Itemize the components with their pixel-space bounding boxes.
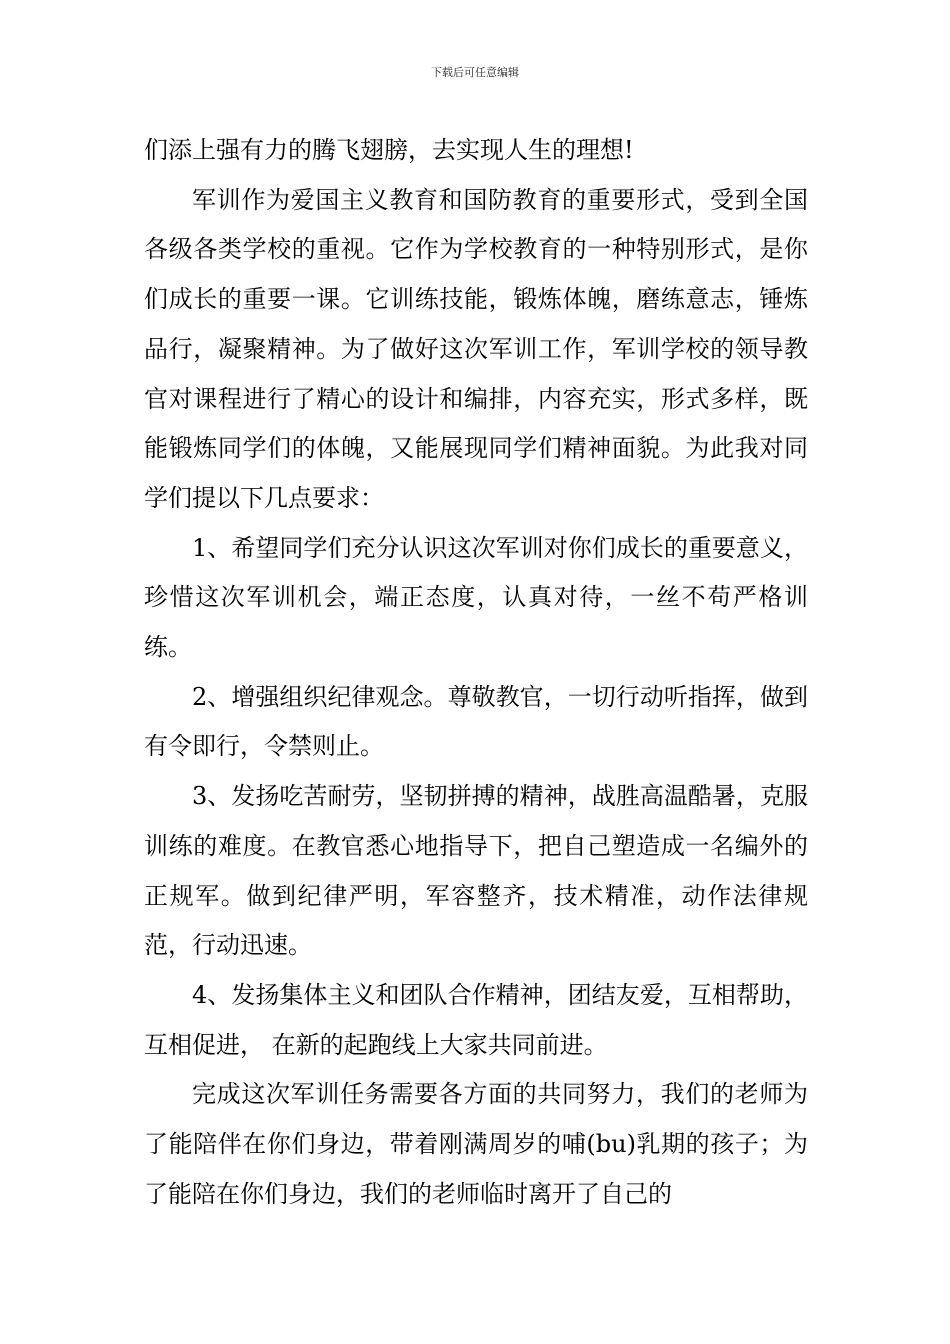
paragraph-requirement-1: 1、希望同学们充分认识这次军训对你们成长的重要意义，珍惜这次军训机会，端正态度，认真对待，一丝不苟严格训练。	[144, 533, 808, 662]
paragraph-military-training-intro: 军训作为爱国主义教育和国防教育的重要形式，受到全国各级各类学校的重视。它作为学校教育的一种特别形式，是你们成长的重要一课。它训练技能，锻炼体魄，磨练意志，锤炼品行，凝聚精神。为了做好这次军训工作，军训学校的领导教官对课程进行了精心的设计和编排，内容充实，形式多样，既能锻炼同学们的体魄，又能展现同学们精神面貌。为此我对同学们提以下几点要求：	[144, 185, 808, 512]
paragraph-requirement-2: 2、增强组织纪律观念。尊敬教官，一切行动听指挥，做到有令即行，令禁则止。	[144, 682, 808, 761]
paragraph-closing: 完成这次军训任务需要各方面的共同努力，我们的老师为了能陪伴在你们身边，带着刚满周岁的哺(bu)乳期的孩子；为了能陪在你们身边，我们的老师临时离开了自己的	[144, 1080, 808, 1208]
paragraph-continuation: 们添上强有力的腾飞翅膀，去实现人生的理想!	[144, 136, 634, 164]
document-body	[144, 126, 808, 1219]
paragraph-requirement-4: 4、发扬集体主义和团队合作精神，团结友爱，互相帮助，互相促进， 在新的起跑线上大家共同前进。	[144, 980, 808, 1059]
page-header-note: 下载后可任意编辑	[431, 66, 519, 79]
paragraph-requirement-3: 3、发扬吃苦耐劳，坚韧拼搏的精神，战胜高温酷暑，克服训练的难度。在教官悉心地指导下，把自己塑造成一名编外的正规军。做到纪律严明，军容整齐，技术精准，动作法律规范，行动迅速。	[144, 782, 808, 960]
